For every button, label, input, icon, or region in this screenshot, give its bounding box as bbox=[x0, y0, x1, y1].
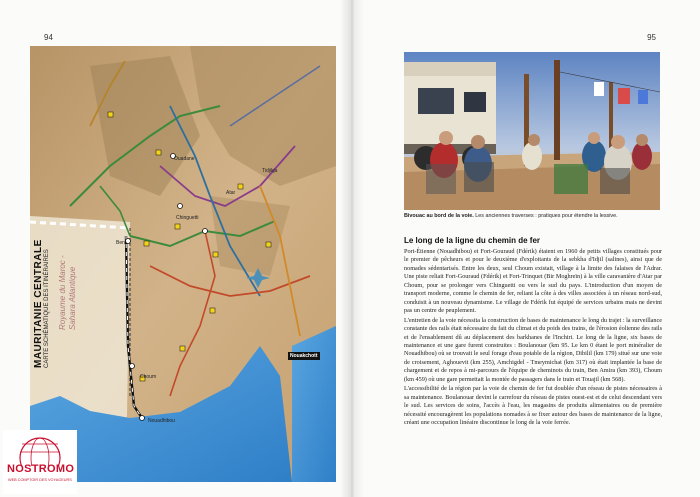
section-title: Le long de la ligne du chemin de fer bbox=[404, 236, 541, 245]
region-label-line-1: Royaume du Maroc - bbox=[58, 255, 67, 330]
map-title: MAURITANIE CENTRALE bbox=[33, 239, 44, 368]
place-atar: Atar bbox=[226, 190, 236, 196]
article-paragraph: Port-Étienne (Nouadhibou) et Fort-Gouraud (Fdérik) étaient en 1960 de petits villages constitués pour le premier de pêcheurs et pour le deuxième d'exploitants de la sebkha d'Idjil (salines), ainsi que de nomades sédentarisés. Entre les deux, seul Choum existait, village à la limite des falaises de l'Adrar. Une piste reliait Fort-Gouraud (Fdérik) et Fort-Trinquet (Bir Moghreïn) à la ville caravanière d'Atar par Choum, pour se prolonger vers Chinguetti ou vers le sud du pays. L'introduction d'un moyen de transport moderne, comme le chemin de fer, reliant la côte à des villes associées à un réseau nord-sud, conduisit à un nouveau dynamisme. Le village de Fdérik fut équipé de services urbains mais ne devint pas un centre de peuplement. bbox=[404, 248, 662, 315]
photo-caption bbox=[404, 213, 660, 220]
logo-tagline: WEB COMPTOIR DES VOYAGEURS bbox=[8, 478, 72, 482]
article-body bbox=[404, 248, 662, 429]
region-label-line-2: Sahara Atlantique bbox=[68, 266, 77, 330]
map-title-block bbox=[33, 239, 50, 368]
photo-caption-rest: Les anciennes traverses : pratiques pour étendre la lessive. bbox=[473, 213, 618, 219]
logo-name: NOSTROMO bbox=[7, 463, 75, 475]
globe-icon bbox=[3, 432, 77, 466]
region-label-morocco bbox=[58, 255, 78, 330]
place-chinguetti: Chinguetti bbox=[176, 215, 199, 221]
book-gutter bbox=[340, 0, 364, 497]
place-nouadhibou: Nouadhibou bbox=[148, 418, 175, 424]
bivouac-photo bbox=[404, 52, 660, 210]
nostromo-logo bbox=[3, 430, 77, 494]
capital-label-text: Nouakchott bbox=[290, 353, 318, 359]
photo-caption-bold: Bivouac au bord de la voie. bbox=[404, 213, 474, 219]
map-subtitle: CARTE SCHÉMATIQUE DES ITINÉRAIRES bbox=[44, 249, 50, 368]
page-number-left: 94 bbox=[44, 33, 53, 42]
page-number-right: 95 bbox=[647, 33, 656, 42]
place-tidjikja: Tidjikja bbox=[262, 168, 278, 174]
article-paragraph: L'accessibilité de la région par la voie de chemin de fer fut doublée d'un réseau de pistes nécessaires à sa maintenance. Boulanouar devint le carrefour du réseau de pistes ouest-est et de celui descendant vers le sud. Les services de soins, l'accès à l'eau, les magasins de produits alimentaires ou de première nécessité encouragèrent les populations nomades à se fixer autour des bases de maintenance de la ligne, créant une occupation linéaire discontinue le long de la voie ferrée. bbox=[404, 385, 662, 427]
place-ben: Ben bbox=[116, 240, 125, 246]
place-choum: Choum bbox=[140, 374, 157, 380]
capital-label-nouakchott bbox=[288, 352, 320, 360]
place-ouadane: Ouadane bbox=[174, 156, 195, 162]
article-paragraph: L'entretien de la voie nécessita la construction de bases de maintenance le long du trajet : la surveillance constante des rails était nécessaire du fait du climat et du poids des trains, de l'érosion éolienne des rails et de l'ensablement dû au déplacement des barkhanes de l'Inchiri. Le long de la ligne, six bases de maintenance et une gare furent construites : Boulanouar (km 95. Le km 0 étant le port minéralier de Nouadhibou) où se trouvait le seul forage d'eau potable de la région, Dibilil (km 179) situé sur une voie de croisement, Aghouevit (km 255), Amchigdel - Tmeymichat (km 317) où était implantée la base de chargement et de repos à mi-parcours de l'équipe de cheminots du train, Ben Amira (km 393), Choum (km 459) où une gare permettait la montée de passagers dans le train et Touajil (km 568). bbox=[404, 316, 662, 383]
